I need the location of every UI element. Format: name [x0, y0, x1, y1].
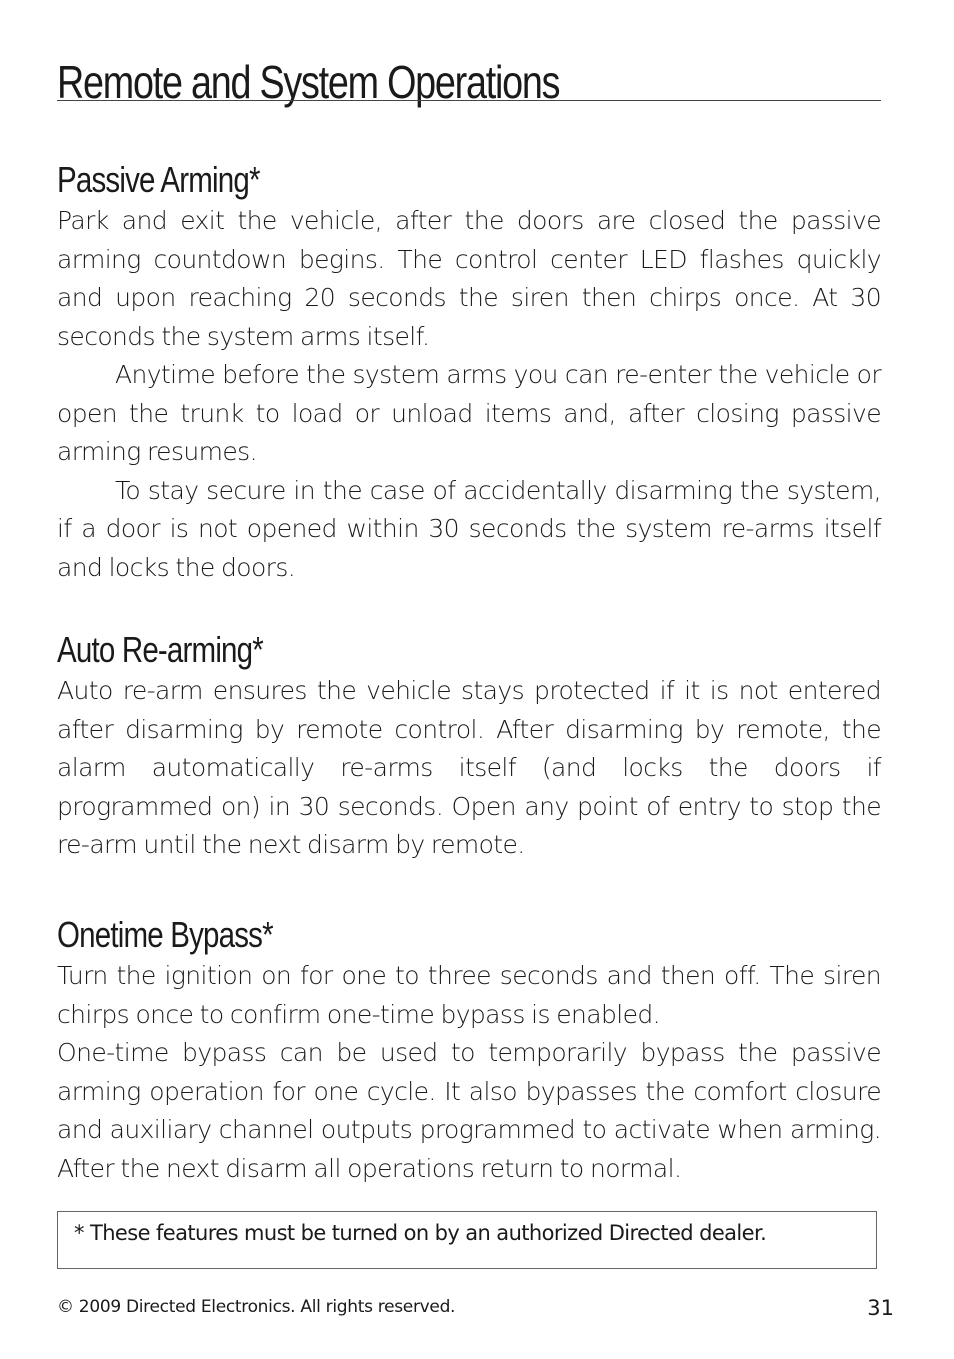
section-heading: Auto Re-arming* [57, 629, 263, 670]
section-auto-rearming [57, 630, 881, 865]
paragraph: Anytime before the system arms you can re-enter the vehicle or open the trunk to load or unload items and, after closing passive arming resumes. [57, 360, 881, 466]
paragraph: Auto re-arm ensures the vehicle stays protected if it is not entered after disarming by remote control. After disarming by remote, the alarm automatically re-arms itself (and locks the doors if programmed on) in 30 seconds. Open any point of entry to stop the re-arm until the next disarm by remote. [57, 676, 881, 859]
paragraph: One-time bypass can be used to temporarily bypass the passive arming operation for one cycle. It also bypasses the comfort closure and auxiliary channel outputs programmed to activate when arming. After the next disarm all operations return to normal. [57, 1038, 881, 1183]
section-heading: Passive Arming* [57, 159, 260, 200]
page-title: Remote and System Operations [57, 56, 560, 108]
page-number: 31 [867, 1296, 894, 1320]
section-heading: Onetime Bypass* [57, 914, 273, 955]
footnote-text: * These features must be turned on by an authorized Directed dealer. [74, 1221, 767, 1245]
paragraph: To stay secure in the case of accidentally disarming the system, if a door is not opened within 30 seconds the system re-arms itself and locks the doors. [57, 475, 881, 582]
title-underline [57, 100, 881, 101]
section-passive-arming [57, 160, 881, 587]
paragraph: Turn the ignition on for one to three seconds and then off. The siren chirps once to confirm one-time bypass is enabled. [57, 961, 881, 1029]
copyright-notice: © 2009 Directed Electronics. All rights reserved. [57, 1297, 456, 1317]
footnote-box [57, 1211, 877, 1269]
paragraph: Park and exit the vehicle, after the doors are closed the passive arming countdown begins. The control center LED flashes quickly and upon reaching 20 seconds the siren then chirps once. At 30 seconds the system arms itself. [57, 206, 881, 351]
section-onetime-bypass [57, 915, 881, 1188]
